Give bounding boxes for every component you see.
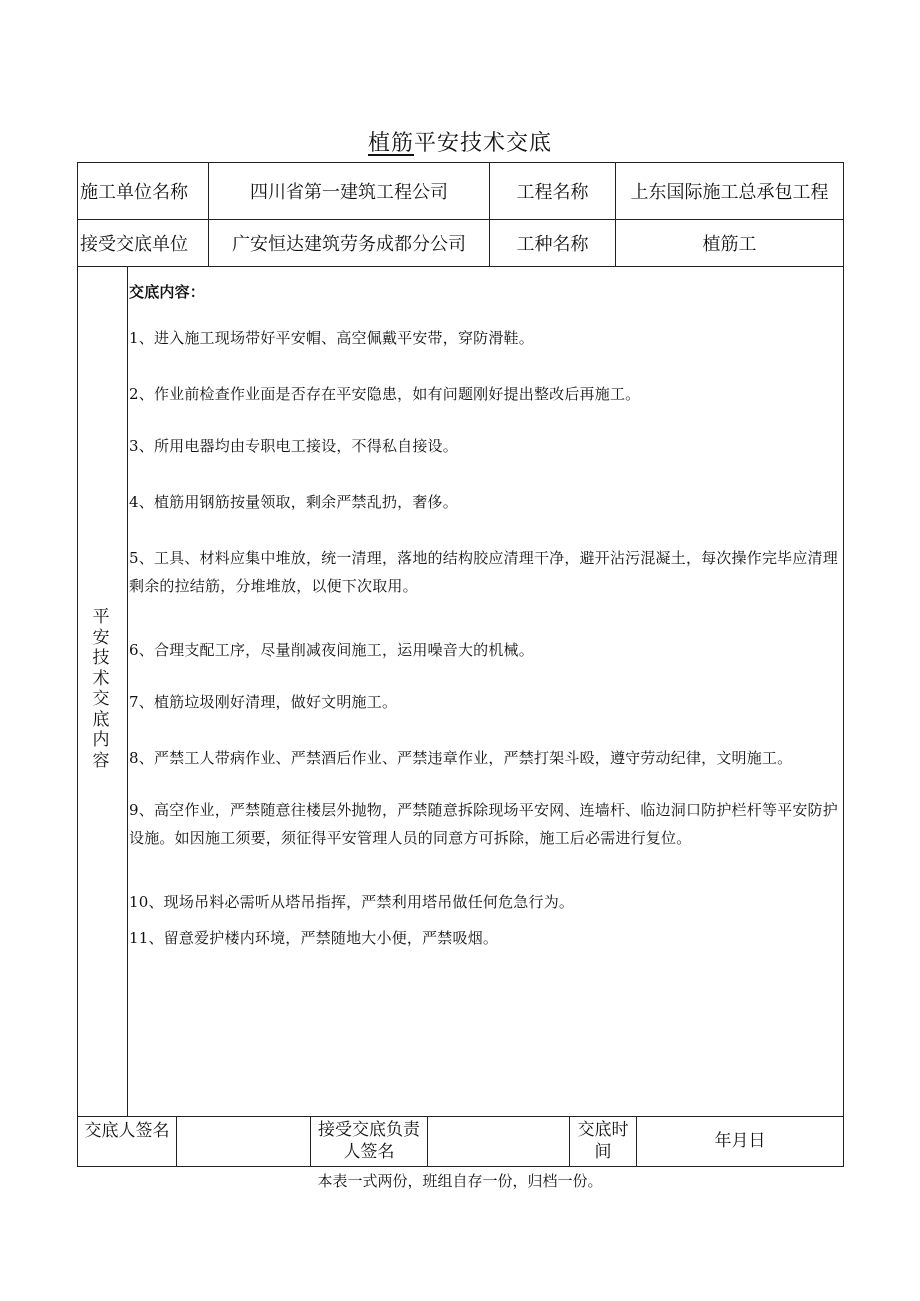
title-rest: 平安技术交底 (414, 131, 553, 156)
header-row-2 (78, 220, 843, 267)
content-item: 3、所用电器均由专职电工接设，不得私自接设。 (129, 437, 458, 455)
discloser-label: 交底人签名 (78, 1116, 177, 1166)
project-label: 工程名称 (490, 163, 616, 219)
time-label: 交底时间 (570, 1116, 637, 1166)
content-heading: 交底内容： (129, 283, 206, 301)
content-item: 5、工具、材料应集中堆放，统一清理，落地的结构胶应清理干净，避开沾污混凝土，每次操作完毕应清理剩余的拉结筋，分堆堆放，以便下次取用。 (129, 549, 838, 595)
content-item: 2、作业前检查作业面是否存在平安隐患，如有问题刚好提出整改后再施工。 (129, 385, 641, 403)
content-item: 6、合理支配工序，尽量削减夜间施工，运用噪音大的机械。 (129, 641, 534, 659)
signature-row (78, 1116, 843, 1166)
content-item: 9、高空作业，严禁随意往楼层外抛物，严禁随意拆除现场平安网、连墙杆、临边洞口防护栏杆等平安防护设施。如因施工须要，须征得平安管理人员的同意方可拆除，施工后必需进行复位。 (129, 801, 838, 847)
unit-value: 四川省第一建筑工程公司 (209, 163, 490, 219)
page-title (0, 126, 920, 157)
content-item: 7、植筋垃圾刚好清理，做好文明施工。 (129, 693, 398, 711)
side-label: 平安技术交底内容 (92, 607, 110, 771)
header-row-1 (78, 163, 843, 220)
content-item: 4、植筋用钢筋按量领取，剩余严禁乱扔，奢侈。 (129, 493, 458, 511)
title-underlined: 植筋 (367, 131, 414, 156)
content-section (78, 267, 843, 1117)
content-item: 10、现场吊料必需听从塔吊指挥，严禁利用塔吊做任何危急行为。 (129, 893, 575, 911)
content-body (129, 267, 843, 1116)
receiver-value: 广安恒达建筑劳务成都分公司 (209, 220, 490, 266)
date-value: 年月日 (714, 1131, 766, 1151)
discloser-signature-field[interactable] (177, 1116, 311, 1166)
disclosure-table (77, 162, 844, 1167)
receiver-sign-label: 接受交底负责人签名 (311, 1116, 428, 1166)
trade-label: 工种名称 (490, 220, 616, 266)
unit-label: 施工单位名称 (78, 163, 209, 219)
project-value: 上东国际施工总承包工程 (630, 182, 829, 203)
trade-value: 植筋工 (702, 234, 757, 255)
receiver-label: 接受交底单位 (78, 220, 209, 266)
content-item: 8、严禁工人带病作业、严禁酒后作业、严禁违章作业，严禁打架斗殴，遵守劳动纪律，文明施工。 (129, 749, 793, 767)
receiver-signature-field[interactable] (428, 1116, 570, 1166)
footer-note: 本表一式两份，班组自存一份，归档一份。 (317, 1172, 603, 1190)
content-item: 1、进入施工现场带好平安帽、高空佩戴平安带，穿防滑鞋。 (129, 329, 534, 347)
content-item: 11、留意爱护楼内环境，严禁随地大小便，严禁吸烟。 (129, 929, 499, 947)
side-column (78, 267, 128, 1116)
